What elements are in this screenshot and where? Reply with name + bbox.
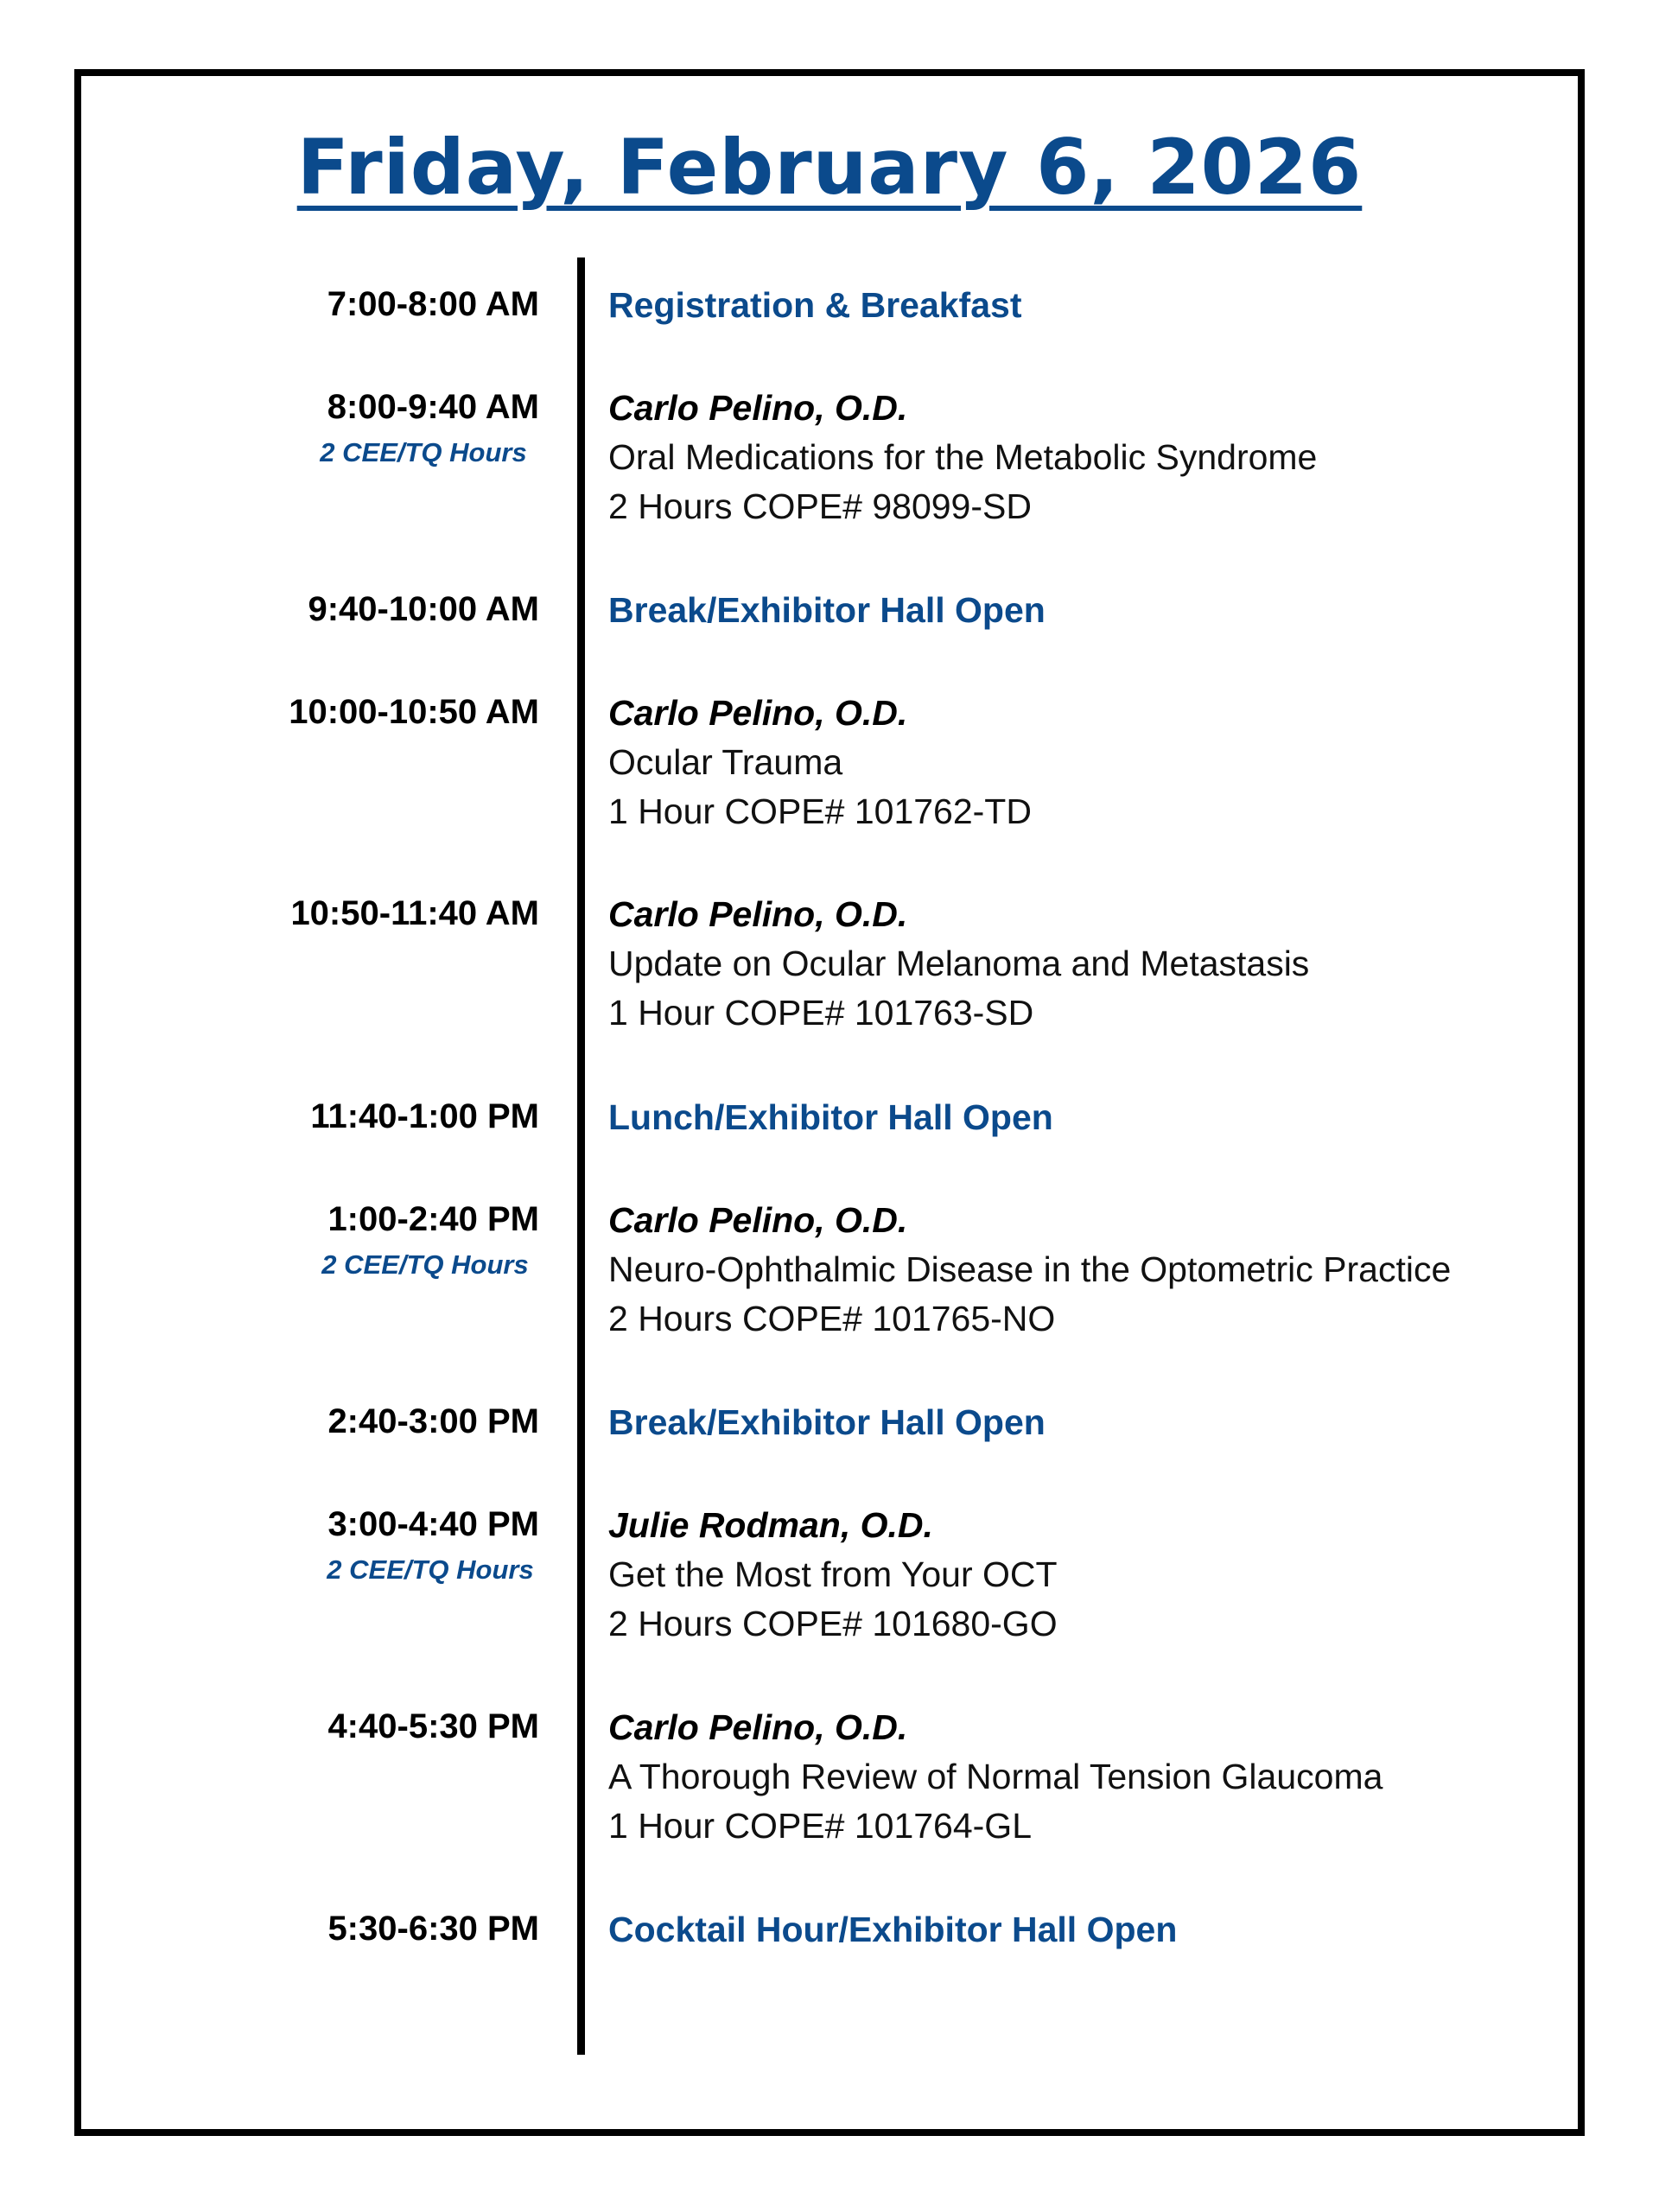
cope-credit: 1 Hour COPE# 101764-GL — [608, 1806, 1032, 1846]
timeline-divider — [577, 257, 585, 2055]
cope-credit: 1 Hour COPE# 101763-SD — [608, 993, 1034, 1033]
speaker-name: Carlo Pelino, O.D. — [608, 1200, 908, 1240]
time-slot: 10:00-10:50 AM — [289, 693, 539, 731]
speaker-name: Carlo Pelino, O.D. — [608, 894, 908, 934]
speaker-name: Julie Rodman, O.D. — [608, 1505, 933, 1545]
cope-credit: 2 Hours COPE# 98099-SD — [608, 486, 1032, 526]
cee-hours-label: 2 CEE/TQ Hours — [321, 1249, 529, 1280]
time-slot: 9:40-10:00 AM — [308, 590, 539, 628]
time-slot: 1:00-2:40 PM — [327, 1200, 539, 1238]
time-slot: 10:50-11:40 AM — [290, 894, 539, 932]
session-topic: Update on Ocular Melanoma and Metastasis — [608, 944, 1310, 983]
speaker-name: Carlo Pelino, O.D. — [608, 388, 908, 428]
session-topic: Ocular Trauma — [608, 742, 843, 782]
speaker-name: Carlo Pelino, O.D. — [608, 693, 908, 733]
event-title: Lunch/Exhibitor Hall Open — [608, 1097, 1053, 1137]
cope-credit: 1 Hour COPE# 101762-TD — [608, 791, 1032, 831]
cope-credit: 2 Hours COPE# 101765-NO — [608, 1299, 1056, 1338]
time-slot: 4:40-5:30 PM — [327, 1707, 539, 1745]
time-slot: 5:30-6:30 PM — [327, 1910, 539, 1948]
time-slot: 3:00-4:40 PM — [327, 1505, 539, 1543]
session-topic: A Thorough Review of Normal Tension Glaucoma — [608, 1757, 1383, 1796]
session-topic: Oral Medications for the Metabolic Syndrome — [608, 437, 1318, 477]
time-slot: 7:00-8:00 AM — [327, 285, 539, 323]
time-slot: 8:00-9:40 AM — [327, 388, 539, 426]
page-title: Friday, February 6, 2026 — [296, 123, 1363, 212]
event-title: Registration & Breakfast — [608, 285, 1022, 325]
speaker-name: Carlo Pelino, O.D. — [608, 1707, 908, 1747]
event-title: Break/Exhibitor Hall Open — [608, 1402, 1046, 1442]
cee-hours-label: 2 CEE/TQ Hours — [327, 1554, 534, 1585]
time-slot: 2:40-3:00 PM — [327, 1402, 539, 1440]
session-topic: Get the Most from Your OCT — [608, 1554, 1058, 1594]
time-slot: 11:40-1:00 PM — [310, 1097, 539, 1135]
session-topic: Neuro-Ophthalmic Disease in the Optometric Practice — [608, 1249, 1452, 1289]
cee-hours-label: 2 CEE/TQ Hours — [320, 437, 527, 467]
cope-credit: 2 Hours COPE# 101680-GO — [608, 1604, 1058, 1643]
event-title: Cocktail Hour/Exhibitor Hall Open — [608, 1910, 1178, 1949]
event-title: Break/Exhibitor Hall Open — [608, 590, 1046, 630]
